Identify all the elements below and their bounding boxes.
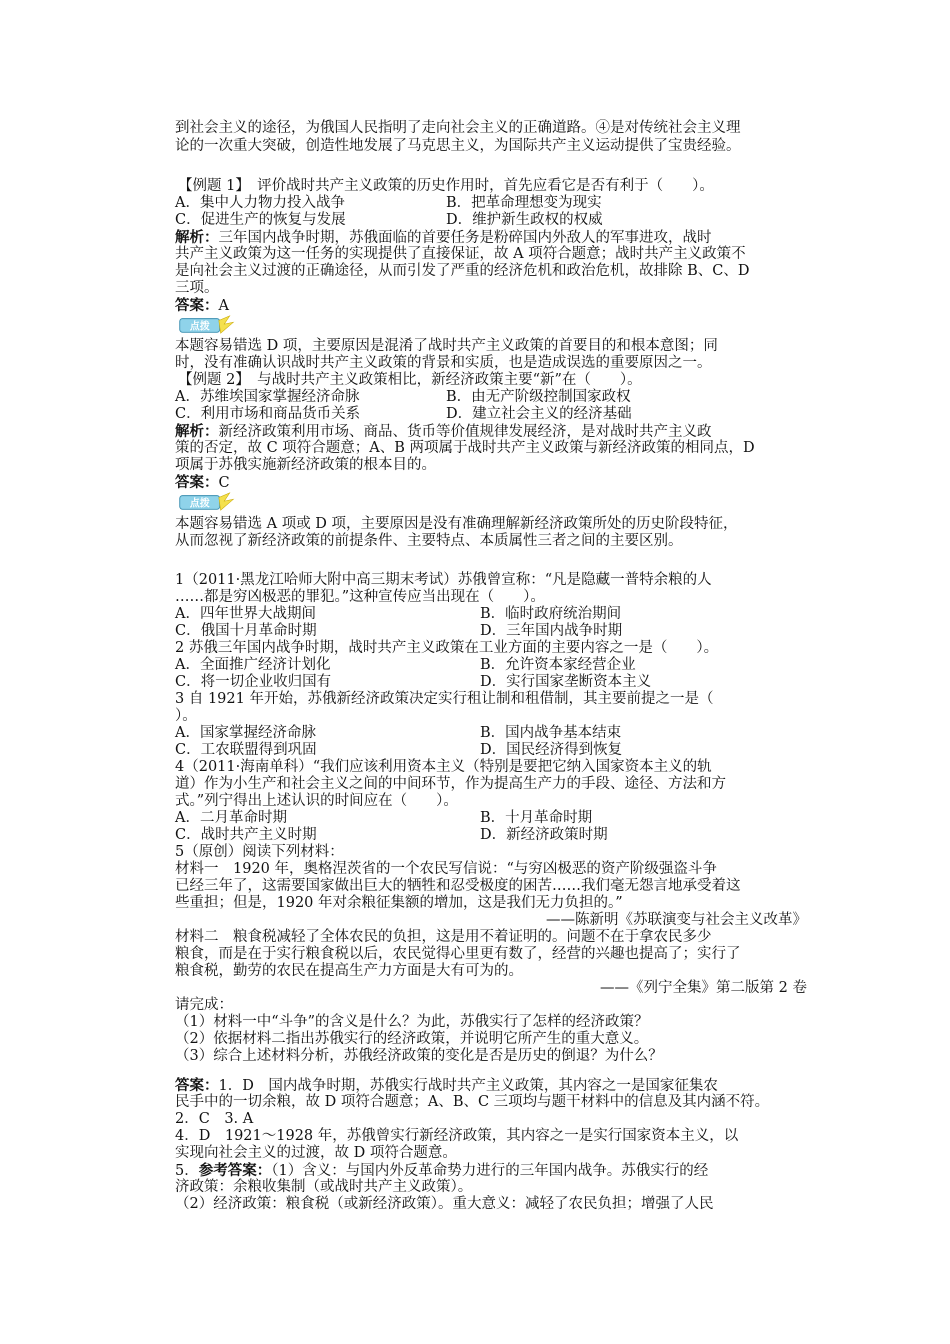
q1-line-2: ……都是穷凶极恶的罪犯。”这种宣传应当出现在（ ）。 <box>175 589 545 605</box>
q5-material2-source: ——《列宁全集》第二版第 2 卷 <box>600 980 807 996</box>
answers-line-4: 4．D 1921～1928 年，苏俄曾实行新经济政策，其内容之一是实行国家资本主义，以 <box>175 1128 739 1144</box>
q3-option-a: A．国家掌握经济命脉 <box>175 725 316 741</box>
q2-option-b: B．允许资本家经营企业 <box>480 657 636 673</box>
example2-analysis-line-2: 策的否定，故 C 项符合题意；A、B 两项属于战时共产主义政策与新经济政策的相同点，D <box>175 440 755 456</box>
example2-option-c: C．利用市场和商品货币关系 <box>175 406 361 422</box>
q2-option-d: D．实行国家垄断资本主义 <box>480 674 652 690</box>
example2-tip-line-2: 从而忽视了新经济政策的前提条件、主要特点、本质属性三者之间的主要区别。 <box>175 533 683 549</box>
tip-badge-label: 点拨 <box>189 498 210 510</box>
answers-line-5: 实现向社会主义的过渡，故 D 项符合题意。 <box>175 1145 457 1161</box>
q2-line-1: 2 苏俄三年国内战争时期，战时共产主义政策在工业方面的主要内容之一是（ ）。 <box>175 640 719 656</box>
example1-analysis-line-1 <box>175 229 807 247</box>
reference-answer-label: 参考答案： <box>198 1162 272 1179</box>
q5-material1-line-3: 些重担；但是，1920 年对余粮征集额的增加，这是我们无力负担的。” <box>175 895 623 911</box>
example1-tip-line-1: 本题容易错选 D 项，主要原因是混淆了战时共产主义政策的首要目的和根本意图；同 <box>175 338 718 354</box>
q3-line-2: ）。 <box>175 708 197 724</box>
q5-subquestion-1: （1）材料一中“斗争”的含义是什么？为此，苏俄实行了怎样的经济政策？ <box>175 1014 649 1030</box>
answers-line-6 <box>175 1162 807 1180</box>
analysis-label: 解析： <box>175 229 219 246</box>
tip-badge-icon <box>176 492 238 512</box>
analysis-text: 三年国内战争时期，苏俄面临的首要任务是粉碎国内外敌人的军事进攻，战时 <box>218 230 712 246</box>
example2-analysis-line-3: 项属于苏俄实施新经济政策的根本目的。 <box>175 457 436 473</box>
answers-line-8: （2）经济政策：粮食税（或新经济政策）。重大意义：减轻了农民负担；增强了人民 <box>175 1196 714 1212</box>
answer-label: 答案： <box>175 297 219 314</box>
q1-option-d: D．三年国内战争时期 <box>480 623 623 639</box>
answers-line-3: 2．C 3. A <box>175 1111 254 1127</box>
q5-material1-line-2: 已经三年了，这需要国家做出巨大的牺牲和忍受极度的困苦……我们毫无怨言地承受着这 <box>175 878 741 894</box>
answer-label: 答案： <box>175 474 219 491</box>
q3-option-c: C．工农联盟得到巩固 <box>175 742 317 758</box>
q5-material2-line-2: 粮食，而是在于实行粮食税以后，农民觉得心里更有数了，经营的兴趣也提高了；实行了 <box>175 946 741 962</box>
q5-line-1: 5（原创）阅读下列材料： <box>175 844 344 860</box>
example2-option-d: D．建立社会主义的经济基础 <box>446 406 632 422</box>
example2-question: 【例题 2】 与战时共产主义政策相比，新经济政策主要“新”在（ ）。 <box>178 372 642 388</box>
example2-option-b: B．由无产阶级控制国家政权 <box>446 389 631 405</box>
example2-answer <box>175 474 807 492</box>
q5-material1-line-1: 材料一 1920 年，奥格涅茨省的一个农民写信说：“与穷凶极恶的资产阶级强盗斗争 <box>175 861 717 877</box>
example1-question: 【例题 1】 评价战时共产主义政策的历史作用时，首先应看它是否有利于（ ）。 <box>178 178 714 194</box>
example1-analysis-line-3: 是向社会主义过渡的正确途径，从而引发了严重的经济危机和政治危机，故排除 B、C、D <box>175 263 750 279</box>
analysis-label: 解析： <box>175 423 219 440</box>
q1-option-c: C．俄国十月革命时期 <box>175 623 317 639</box>
q4-option-d: D．新经济政策时期 <box>480 827 608 843</box>
q4-option-c: C．战时共产主义时期 <box>175 827 317 843</box>
example1-option-a: A．集中人力物力投入战争 <box>175 195 345 211</box>
q2-option-c: C．将一切企业收归国有 <box>175 674 332 690</box>
q3-option-b: B．国内战争基本结束 <box>480 725 622 741</box>
q5-material2-line-3: 粮食税，勤劳的农民在提高生产力方面是大有可为的。 <box>175 963 523 979</box>
q5-request: 请完成： <box>175 997 233 1013</box>
example1-option-b: B．把革命理想变为现实 <box>446 195 602 211</box>
q4-line-3: 式。”列宁得出上述认识的时间应在（ ）。 <box>175 793 458 809</box>
q2-option-a: A．全面推广经济计划化 <box>175 657 331 673</box>
q3-option-d: D．国民经济得到恢复 <box>480 742 623 758</box>
answer-5-number: 5． <box>175 1163 199 1179</box>
example2-tip-line-1: 本题容易错选 A 项或 D 项，主要原因是没有准确理解新经济政策所处的历史阶段特征， <box>175 516 738 532</box>
example1-analysis-line-2: 共产主义政策为这一任务的实现提供了直接保证，故 A 项符合题意；战时共产主义政策不 <box>175 246 746 262</box>
answer-value: C <box>218 475 230 491</box>
answers-label: 答案： <box>175 1077 219 1094</box>
example1-tip-line-2: 时，没有准确认识战时共产主义政策的背景和实质，也是造成误选的重要原因之一。 <box>175 355 712 371</box>
q5-subquestion-2: （2）依据材料二指出苏俄实行的经济政策，并说明它所产生的重大意义。 <box>175 1031 649 1047</box>
answer-5-text: （1）含义：与国内外反革命势力进行的三年国内战争。苏俄实行的经 <box>271 1163 709 1179</box>
intro-line-1: 到社会主义的途径，为俄国人民指明了走向社会主义的正确道路。④是对传统社会主义理 <box>175 120 741 136</box>
q1-option-a: A．四年世界大战期间 <box>175 606 316 622</box>
example1-answer <box>175 297 807 315</box>
tip-badge-label: 点拨 <box>189 321 210 333</box>
q4-line-1: 4（2011·海南单科）“我们应该利用资本主义（特别是要把它纳入国家资本主义的轨 <box>175 759 712 775</box>
answer-value: A <box>218 298 229 314</box>
q3-line-1: 3 自 1921 年开始，苏俄新经济政策决定实行租让制和租借制，其主要前提之一是（ <box>175 691 714 707</box>
q1-line-1: 1（2011·黑龙江哈师大附中高三期末考试）苏俄曾宣称：“凡是隐藏一普特余粮的人 <box>175 572 712 588</box>
answers-line-7: 济政策：余粮收集制（或战时共产主义政策）。 <box>175 1179 473 1195</box>
example1-option-c: C．促进生产的恢复与发展 <box>175 212 346 228</box>
tip-badge-icon <box>176 315 238 335</box>
answers-line-2: 民手中的一切余粮，故 D 项符合题意；A、B、C 三项均与题干材料中的信息及其内涵不符。 <box>175 1094 770 1110</box>
q4-option-b: B．十月革命时期 <box>480 810 593 826</box>
analysis-text: 新经济政策利用市场、商品、货币等价值规律发展经济，是对战时共产主义政 <box>218 424 712 440</box>
example1-analysis-line-4: 三项。 <box>175 280 219 296</box>
q5-material2-line-1: 材料二 粮食税减轻了全体农民的负担，这是用不着证明的。问题不在于拿农民多少 <box>175 929 712 945</box>
q4-line-2: 道）作为小生产和社会主义之间的中间环节，作为提高生产力的手段、途径、方法和方 <box>175 776 726 792</box>
intro-line-2: 论的一次重大突破，创造性地发展了马克思主义，为国际共产主义运动提供了宝贵经验。 <box>175 138 741 154</box>
q5-subquestion-3: （3）综合上述材料分析，苏俄经济政策的变化是否是历史的倒退？为什么？ <box>175 1048 663 1064</box>
example2-option-a: A．苏维埃国家掌握经济命脉 <box>175 389 360 405</box>
answer-1-text: 1．D 国内战争时期，苏俄实行战时共产主义政策，其内容之一是国家征集农 <box>218 1078 718 1094</box>
answers-line-1 <box>175 1077 807 1095</box>
example2-analysis-line-1 <box>175 423 807 441</box>
example1-option-d: D．维护新生政权的权威 <box>446 212 603 228</box>
q1-option-b: B．临时政府统治期间 <box>480 606 622 622</box>
q5-material1-source: ——陈新明《苏联演变与社会主义改革》 <box>546 912 807 928</box>
q4-option-a: A．二月革命时期 <box>175 810 287 826</box>
